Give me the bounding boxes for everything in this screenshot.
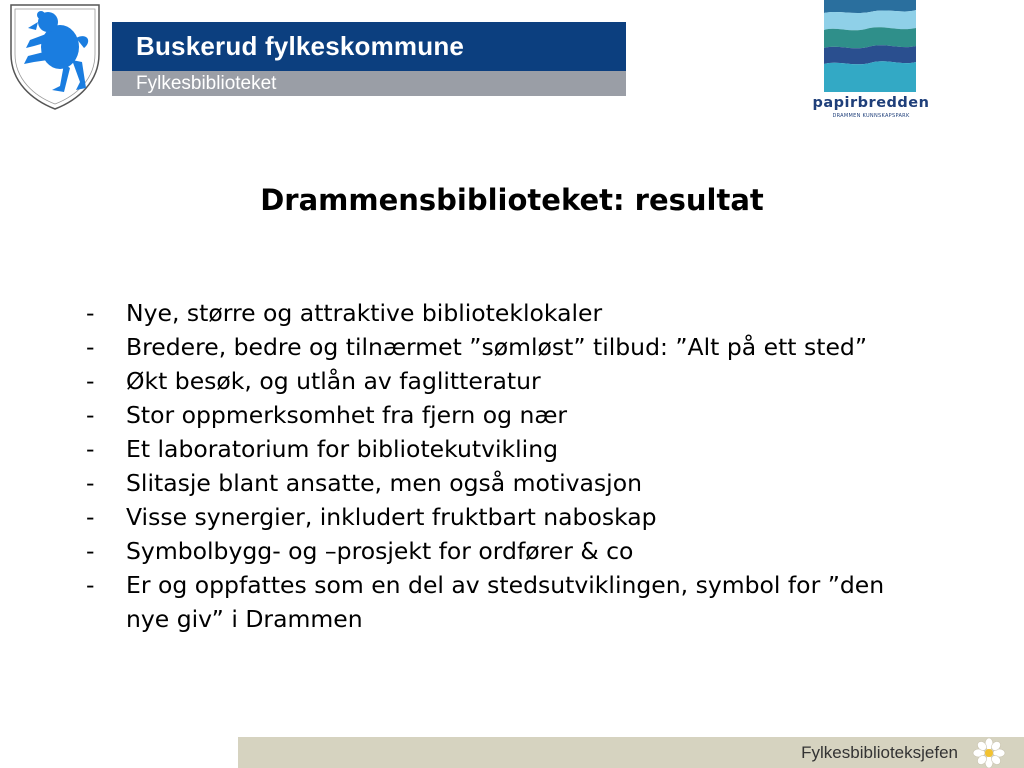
org-banner xyxy=(112,22,626,96)
slide-title: Drammensbiblioteket: resultat xyxy=(260,183,764,217)
footer-bar xyxy=(238,737,1024,768)
wave-logo-icon xyxy=(808,0,934,95)
bullet-item xyxy=(86,330,916,364)
banner-subtitle-bar xyxy=(112,71,626,96)
bullet-text: Visse synergier, inkludert fruktbart naboskap xyxy=(126,503,657,531)
bullet-item xyxy=(86,500,916,534)
bullet-item xyxy=(86,364,916,398)
bullet-marker: - xyxy=(86,367,95,395)
bear-coat-of-arms-icon xyxy=(8,2,102,112)
bullet-list xyxy=(86,296,916,636)
papirbredden-name: papirbredden xyxy=(812,95,930,111)
bullet-text: Økt besøk, og utlån av faglitteratur xyxy=(126,367,541,395)
bullet-text: Symbolbygg- og –prosjekt for ordfører & co xyxy=(126,537,634,565)
bullet-item xyxy=(86,568,916,636)
bullet-marker: - xyxy=(86,537,95,565)
bullet-text: Er og oppfattes som en del av stedsutviklingen, symbol for ”den nye giv” i Drammen xyxy=(126,571,885,633)
bullet-item xyxy=(86,534,916,568)
bullet-text: Stor oppmerksomhet fra fjern og nær xyxy=(126,401,568,429)
bullet-item xyxy=(86,432,916,466)
bullet-marker: - xyxy=(86,503,95,531)
bullet-item xyxy=(86,296,916,330)
papirbredden-logo xyxy=(808,0,934,124)
bullet-marker: - xyxy=(86,469,95,497)
bullet-marker: - xyxy=(86,299,95,327)
bullet-text: Nye, større og attraktive biblioteklokaler xyxy=(126,299,603,327)
bullet-marker: - xyxy=(86,571,95,599)
bullet-text: Bredere, bedre og tilnærmet ”sømløst” tilbud: ”Alt på ett sted” xyxy=(126,333,867,361)
bullet-text: Slitasje blant ansatte, men også motivasjon xyxy=(126,469,642,497)
footer-label: Fylkesbiblioteksjefen xyxy=(801,743,958,762)
banner-title-bar xyxy=(112,22,626,71)
bullet-marker: - xyxy=(86,333,95,361)
papirbredden-tagline: DRAMMEN KUNNSKAPSPARK xyxy=(832,113,910,119)
bullet-item xyxy=(86,398,916,432)
org-name: Buskerud fylkeskommune xyxy=(136,31,465,61)
bullet-text: Et laboratorium for bibliotekutvikling xyxy=(126,435,559,463)
org-subtitle: Fylkesbiblioteket xyxy=(136,72,277,94)
bullet-marker: - xyxy=(86,435,95,463)
flower-icon xyxy=(972,738,1006,768)
bullet-marker: - xyxy=(86,401,95,429)
bullet-item xyxy=(86,466,916,500)
